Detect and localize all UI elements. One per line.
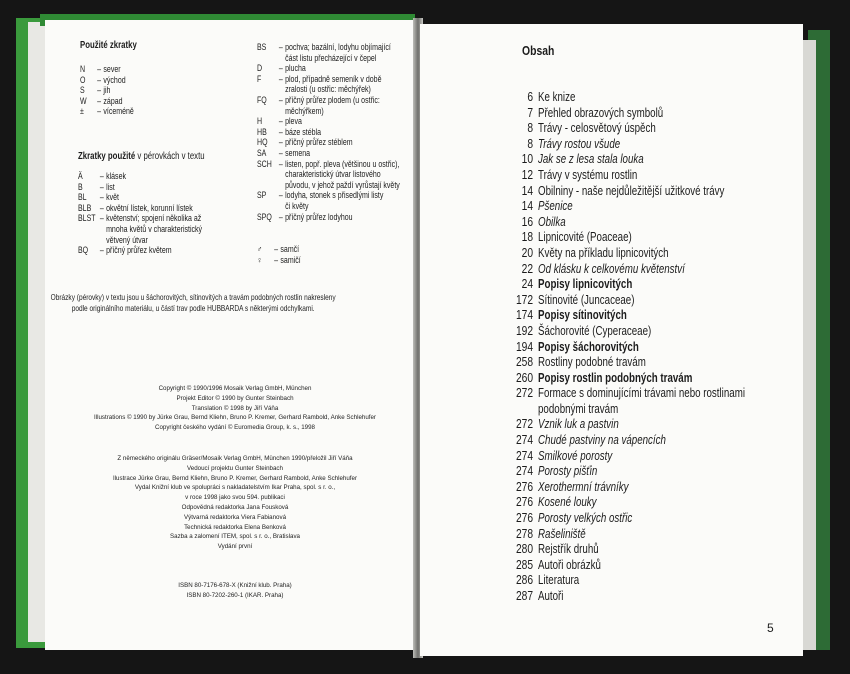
text-abbr-key: BLST (78, 213, 96, 224)
toc-page-number: 14 (521, 183, 534, 198)
drawing-abbr-key: F (257, 73, 262, 84)
toc-entry (480, 433, 810, 449)
drawing-abbr-key: BS (257, 42, 267, 52)
toc-label: Rejstřík druhů (538, 542, 599, 557)
compass-abbr-value: jih (103, 85, 111, 96)
toc-label: Květy na příkladu lipnicovitých (538, 245, 669, 260)
toc-entry (480, 527, 810, 543)
dash: – (97, 64, 102, 74)
dash: – (278, 147, 283, 158)
toc-page-number: 274 (515, 433, 534, 448)
text-abbreviations (78, 171, 237, 256)
text-abbr-key: B (78, 181, 83, 192)
toc-entry (480, 137, 810, 153)
toc-entry (480, 371, 810, 387)
toc-entry (480, 199, 810, 215)
publication-line: v roce 1998 jako svou 594. publikaci (185, 494, 285, 502)
compass-abbreviations (80, 64, 149, 117)
compass-abbr-key: O (80, 74, 86, 85)
drawing-abbr-key (257, 201, 279, 212)
drawing-abbr-value: charakteristický útvar listového (285, 169, 381, 180)
drawing-abbr-row (257, 201, 400, 212)
toc-page-number: 274 (515, 448, 534, 463)
dash: – (278, 73, 283, 84)
drawing-abbr-row (257, 180, 400, 191)
toc-page-number: 7 (527, 105, 534, 120)
toc-entry (480, 573, 810, 589)
toc-entry (480, 152, 810, 168)
dash: – (278, 211, 283, 222)
toc-page-number: 192 (515, 323, 534, 338)
toc-label: Popisy šáchorovitých (538, 339, 639, 354)
drawing-abbr-key (257, 180, 279, 191)
copyright-line: Translation © 1998 by Jiří Váňa (191, 404, 279, 412)
drawing-abbr-value: část listu přecházející v čepel (285, 52, 377, 63)
toc-page-number: 194 (515, 339, 534, 354)
dash: – (97, 95, 102, 106)
drawing-abbr-row (257, 74, 400, 85)
toc-page-number: 18 (521, 230, 534, 245)
toc-label: Přehled obrazových symbolů (538, 105, 664, 120)
illustration-note: Obrázky (pérovky) v textu jsou u šáchorovitých, sítinovitých a travám podobných rostlin nakresleny podle originálního materiálu, u částí trav podle HUBBARDA s některými odchylkami. (50, 292, 336, 313)
toc-page-number: 278 (515, 526, 534, 541)
toc-label: Smilkové porosty (538, 448, 613, 463)
drawing-abbr-row (257, 95, 400, 106)
toc-entry (480, 184, 810, 200)
page-number: 5 (767, 621, 774, 635)
drawing-abbr-row (257, 159, 400, 170)
compass-abbr-value: západ (103, 95, 123, 106)
drawing-abbr-row (257, 106, 400, 117)
right-page (420, 24, 803, 656)
toc-page-number: 280 (515, 542, 534, 557)
text-abbr-row (78, 213, 202, 224)
compass-abbr-key: ± (80, 106, 84, 117)
toc-label: Trávy v systému rostlin (538, 167, 638, 182)
text-abbr-key: Ä (78, 171, 83, 181)
compass-abbr-value: víceméně (103, 106, 134, 117)
text-abbr-key: BQ (78, 245, 89, 256)
toc-page-number: 22 (521, 261, 534, 276)
drawing-abbr-value: pochva; bazální, lodyhu objímající (285, 42, 391, 52)
text-abbr-key: BL (78, 192, 87, 203)
drawing-abbr-row (257, 63, 400, 74)
drawing-abbr-value: měchýřkem) (285, 105, 324, 116)
dash: – (278, 158, 283, 169)
drawing-abbr-key: H (257, 116, 263, 127)
dash: – (278, 116, 283, 127)
abbreviations-title: Použité zkratky (80, 40, 137, 51)
toc-label: Obilka (538, 214, 566, 229)
drawing-abbr-value: příčný průřez lodyhou (285, 211, 353, 222)
publication-line: Z německého originálu Gräser/Mosaik Verlag GmbH, München 1990/přeložil Jiří Váňa (117, 455, 353, 462)
text-abbr-value: okvětní lístek, korunní lístek (106, 202, 193, 213)
toc-page-number: 285 (515, 557, 534, 572)
dash: – (99, 245, 104, 256)
publication-line: Vedoucí projektu Gunter Steinbach (187, 464, 283, 472)
drawing-abbr-key: SCH (257, 158, 272, 169)
drawing-abbr-value: zralosti (u ostřic: měchýřek) (285, 84, 371, 95)
toc-page-number: 8 (527, 136, 534, 151)
drawing-abbr-key: SA (257, 147, 267, 158)
toc-label: Popisy lipnicovitých (538, 277, 633, 292)
toc-page-number: 172 (515, 292, 534, 307)
table-of-contents (480, 90, 810, 605)
toc-page-number: 24 (521, 277, 534, 292)
text-abbreviations-title: Zkratky použité v pérovkách v textu (78, 151, 205, 162)
dash: – (97, 74, 102, 85)
toc-label: Trávy - celosvětový úspěch (538, 121, 656, 136)
toc-page-number: 276 (515, 511, 534, 526)
toc-label: Obilniny - naše nejdůležitější užitkové trávy (538, 183, 725, 198)
compass-abbr-row (80, 85, 134, 96)
text-abbr-value: květ (106, 192, 119, 203)
publication-line: Sazba a zalomení ITEM, spol. s r. o., Bratislava (170, 533, 300, 541)
toc-page-number: 12 (521, 167, 534, 182)
text-abbr-row (78, 192, 202, 203)
dash: – (278, 42, 283, 52)
publication-line: Vydání první (217, 543, 253, 551)
toc-entry (480, 246, 810, 262)
dash: – (278, 94, 283, 105)
toc-label: Sítinovité (Juncaceae) (538, 292, 635, 307)
toc-entry (480, 542, 810, 558)
drawing-abbr-value: listen, popř. pleva (většinou u ostřic), (285, 158, 400, 169)
text-abbr-key: BLB (78, 202, 92, 213)
drawing-abbr-value: plucha (285, 63, 306, 74)
female-symbol-row: ♀ – samičí (257, 254, 301, 265)
male-symbol-row: ♂ – samčí (257, 244, 300, 254)
toc-label: Literatura (538, 573, 580, 588)
drawing-abbr-key: HB (257, 126, 267, 137)
toc-page-number: 276 (515, 479, 534, 494)
text-abbr-row (78, 171, 202, 182)
drawing-abbr-value: či květy (285, 200, 309, 211)
compass-abbr-row (80, 106, 134, 117)
toc-entry (480, 340, 810, 356)
toc-entry (480, 262, 810, 278)
toc-entry (480, 449, 810, 465)
dash: – (278, 137, 283, 148)
drawing-abbr-row (257, 53, 400, 64)
toc-entry (480, 230, 810, 246)
drawing-abbr-value: příčný průřez plodem (u ostřic: (285, 94, 380, 105)
text-abbr-row (78, 224, 202, 235)
publication-line: Výtvarná redaktorka Viera Fabianová (183, 513, 287, 521)
toc-page-number: 8 (527, 121, 534, 136)
drawing-abbr-key: HQ (257, 137, 268, 148)
drawing-abbr-key: D (257, 63, 263, 74)
toc-page-number: 272 (515, 386, 534, 401)
toc-page-number: 10 (521, 152, 534, 167)
text-abbr-row (78, 203, 202, 214)
toc-label: podobnými travám (538, 401, 619, 416)
toc-page-number: 14 (521, 199, 534, 214)
text-abbr-row (78, 182, 202, 193)
toc-entry (480, 277, 810, 293)
copyright-line: Illustrations © 1990 by Jürke Grau, Bernd Kliehn, Bruno P. Kremer, Gerhard Rambold, Anke Schlehufer (94, 414, 376, 422)
drawing-abbr-row (257, 190, 400, 201)
toc-page-number: 286 (515, 573, 534, 588)
dash: – (99, 171, 104, 181)
toc-label: Popisy rostlin podobných travám (538, 370, 693, 385)
toc-entry (480, 106, 810, 122)
toc-page-number: 260 (515, 370, 534, 385)
toc-entry (480, 121, 810, 137)
toc-label: Pšenice (538, 199, 573, 214)
text-abbr-value: list (106, 181, 115, 192)
drawing-abbr-row (257, 169, 400, 180)
drawing-abbr-row (257, 84, 400, 95)
drawing-abbr-row (257, 42, 400, 53)
compass-abbr-row (80, 75, 134, 86)
isbn-line: ISBN 80-7176-678-X (Knižní klub. Praha) (178, 582, 292, 589)
toc-entry (480, 480, 810, 496)
text-abbr-value: větvený útvar (106, 234, 148, 245)
toc-page-number: 16 (521, 214, 534, 229)
toc-label: Formace s dominujícími trávami nebo rostlinami (538, 386, 745, 401)
toc-page-number: 276 (515, 495, 534, 510)
compass-abbr-row (80, 96, 134, 107)
toc-entry (480, 511, 810, 527)
drawing-abbr-value: báze stébla (285, 126, 321, 137)
toc-label: Autoři (538, 589, 564, 603)
toc-page-number: 272 (515, 417, 534, 432)
toc-label: Ke knize (538, 90, 576, 104)
toc-label: Šáchorovité (Cyperaceae) (538, 323, 652, 338)
toc-label: Od klásku k celkovému květenství (538, 261, 685, 276)
toc-label: Porosty velkých ostřic (538, 511, 633, 526)
copyright-line: Projekt Editor © 1990 by Gunter Steinbach (176, 394, 294, 402)
drawing-abbr-key (257, 106, 279, 117)
compass-abbr-key: W (80, 95, 87, 106)
dash: – (99, 202, 104, 213)
dash: – (99, 181, 104, 192)
drawing-abbr-value: původu, v jehož paždí vyrůstají květy (285, 179, 400, 190)
toc-entry (480, 90, 810, 106)
toc-entry (480, 402, 810, 418)
drawing-abbr-key: SP (257, 190, 267, 201)
text-abbr-key (78, 224, 100, 235)
toc-label: Xerothermní trávníky (538, 479, 629, 494)
drawing-abbr-row (257, 148, 400, 159)
drawing-abbr-value: plod, případně semeník v době (285, 73, 382, 84)
toc-label: Porosty pišťin (538, 464, 598, 479)
drawing-abbr-row (257, 116, 400, 127)
drawing-abbr-value: lodyha, stonek s přisedlými listy (285, 190, 384, 201)
dash: – (99, 213, 104, 224)
sex-symbols (257, 244, 313, 265)
toc-label: Rostliny podobné travám (538, 355, 646, 370)
copyright-block (75, 384, 395, 433)
toc-entry (480, 386, 810, 402)
copyright-line: Copyright © 1990/1996 Mosaik Verlag GmbH, München (158, 385, 312, 392)
toc-entry (480, 293, 810, 309)
drawing-abbr-row (257, 212, 400, 223)
toc-entry (480, 355, 810, 371)
drawing-abbr-value: příčný průřez stéblem (285, 137, 353, 148)
toc-entry (480, 558, 810, 574)
toc-page-number: 274 (515, 464, 534, 479)
drawing-abbr-value: semena (285, 147, 311, 158)
drawing-abbr-row (257, 137, 400, 148)
publication-line: Technická redaktorka Elena Benková (184, 523, 286, 531)
toc-label: Lipnicovité (Poaceae) (538, 230, 632, 245)
toc-entry (480, 464, 810, 480)
toc-title: Obsah (522, 43, 555, 58)
toc-label: Trávy rostou všude (538, 136, 621, 151)
isbn-block (75, 581, 395, 601)
toc-page-number: 258 (515, 355, 534, 370)
toc-label: Vznik luk a pastvin (538, 417, 619, 432)
drawing-abbr-key (257, 169, 279, 180)
isbn-line: ISBN 80-7202-260-1 (IKAR. Praha) (186, 591, 284, 599)
toc-entry (480, 215, 810, 231)
drawing-abbr-key: FQ (257, 94, 267, 105)
drawing-abbr-key (257, 84, 279, 95)
toc-page-number: 287 (515, 589, 534, 603)
dash: – (97, 106, 102, 117)
toc-label: Popisy sítinovitých (538, 308, 627, 323)
drawing-abbr-row (257, 127, 400, 138)
dash: – (99, 192, 104, 203)
toc-entry (480, 589, 810, 605)
copyright-line: Copyright českého vydání © Euromedia Group, k. s., 1998 (154, 424, 316, 432)
publication-line: Odpovědná redaktorka Jana Fousková (181, 503, 289, 511)
toc-page-number: 6 (527, 90, 534, 104)
toc-page-number: 174 (515, 308, 534, 323)
text-abbr-value: mnoha květů v charakteristický (106, 223, 203, 234)
publication-line: Vydal Knižní klub ve spolupráci s nakladatelstvím Ikar Praha, spol. s r. o., (134, 484, 336, 492)
dash: – (278, 190, 283, 201)
dash: – (278, 126, 283, 137)
text-abbr-row (78, 245, 202, 256)
text-abbr-key (78, 235, 100, 246)
toc-entry (480, 324, 810, 340)
toc-label: Jak se z lesa stala louka (538, 152, 644, 167)
toc-entry (480, 168, 810, 184)
compass-abbr-value: východ (103, 74, 126, 85)
toc-label: Chudé pastviny na vápencích (538, 433, 666, 448)
text-abbr-value: klásek (106, 171, 126, 181)
dash: – (278, 63, 283, 74)
compass-abbr-value: sever (103, 64, 121, 74)
toc-label: Autoři obrázků (538, 557, 601, 572)
text-abbr-row (78, 235, 202, 246)
publication-line: Ilustrace Jürke Grau, Bernd Kliehn, Bruno P. Kremer, Gerhard Rambold, Anke Schlehufer (112, 474, 358, 482)
compass-abbr-row (80, 64, 134, 75)
drawing-abbr-key: SPQ (257, 211, 272, 222)
publication-block (75, 454, 395, 552)
left-page (45, 20, 415, 650)
toc-label: Kosené louky (538, 495, 597, 510)
toc-label: Rašeliniště (538, 526, 586, 541)
drawing-abbr-value: pleva (285, 116, 302, 127)
toc-entry (480, 495, 810, 511)
compass-abbr-key: N (80, 64, 86, 74)
text-abbr-value: příčný průřez květem (106, 245, 172, 256)
text-abbr-value: květenství; spojení několika až (106, 213, 202, 224)
toc-entry (480, 308, 810, 324)
dash: – (97, 85, 102, 96)
compass-abbr-key: S (80, 85, 85, 96)
drawing-abbr-key (257, 53, 279, 64)
toc-page-number: 20 (521, 245, 534, 260)
toc-entry (480, 417, 810, 433)
